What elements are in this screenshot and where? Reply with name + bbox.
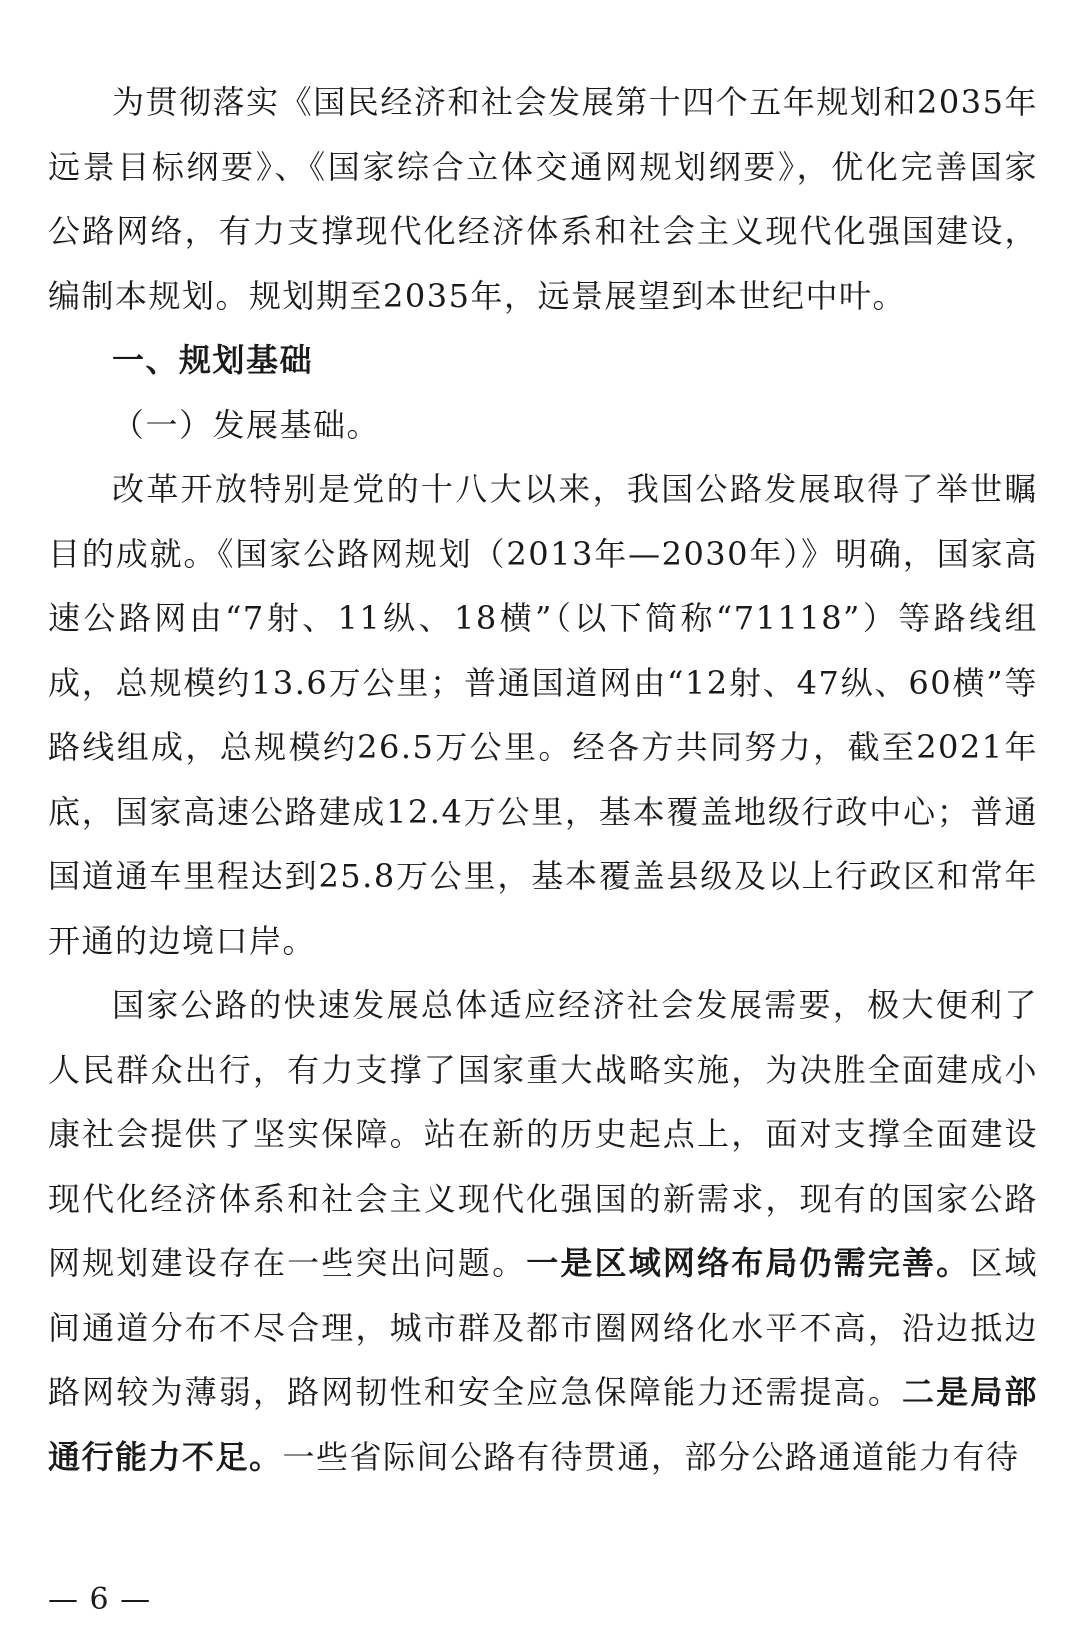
paragraph-problems bbox=[48, 973, 1038, 1489]
subsection-heading: （一）发展基础。 bbox=[112, 405, 381, 444]
section-heading: 一、规划基础 bbox=[112, 341, 314, 379]
problem-one-heading: 一是区域网络布局仍需完善。 bbox=[526, 1244, 971, 1282]
problem-two-heading: 二是局部通行能力不足。 bbox=[48, 1373, 1038, 1476]
paragraph-development: 改革开放特别是党的十八大以来，我国公路发展取得了举世瞩目的成就。《国家公路网规划（2013年—2030年）》明确，国家高速公路网由“7射、11纵、18横”（以下简称“71118”）等路线组成，总规模约13.6万公里；普通国道网由“12射、47纵、60横”等路线组成，总规模约26.5万公里。经各方共同努力，截至2021年底，国家高速公路建成12.4万公里，基本覆盖地级行政中心；普通国道通车里程达到25.8万公里，基本覆盖县级及以上行政区和常年开通的边境口岸。 bbox=[48, 470, 1038, 960]
page-number: — 6 — bbox=[48, 1582, 152, 1617]
document-body bbox=[48, 70, 1038, 1489]
problems-text-b: 区域间通道分布不尽合理，城市群及都市圈网络化水平不高，沿边抵边路网较为薄弱，路网韧性和安全应急保障能力还需提高。 bbox=[48, 1244, 1038, 1411]
paragraph-intro: 为贯彻落实《国民经济和社会发展第十四个五年规划和2035年远景目标纲要》、《国家综合立体交通网规划纲要》，优化完善国家公路网络，有力支撑现代化经济体系和社会主义现代化强国建设，编制本规划。规划期至2035年，远景展望到本世纪中叶。 bbox=[48, 83, 1038, 315]
problems-text-c: 一些省际间公路有待贯通，部分公路通道能力有待 bbox=[282, 1437, 1020, 1476]
problems-text-a: 国家公路的快速发展总体适应经济社会发展需要，极大便利了人民群众出行，有力支撑了国家重大战略实施，为决胜全面建成小康社会提供了坚实保障。站在新的历史起点上，面对支撑全面建设现代化经济体系和社会主义现代化强国的新需求，现有的国家公路网规划建设存在一些突出问题。 bbox=[48, 986, 1038, 1282]
